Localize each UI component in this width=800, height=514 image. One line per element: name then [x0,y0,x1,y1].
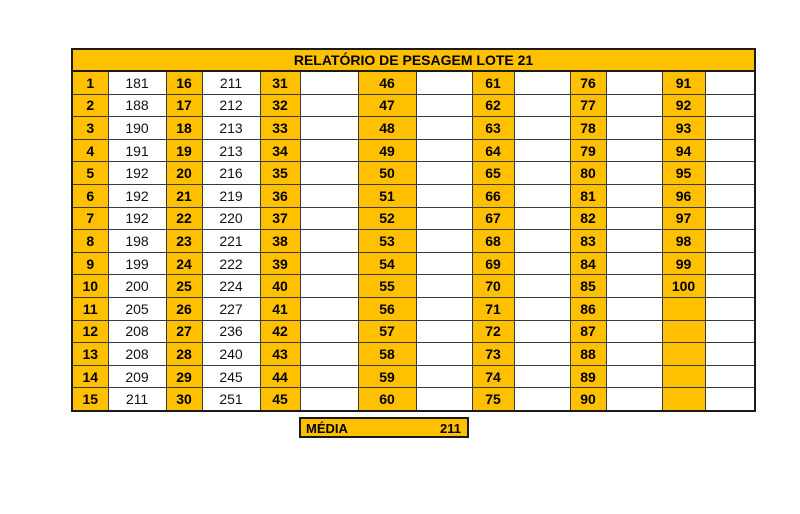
weight-cell[interactable] [606,343,662,366]
weight-cell[interactable] [300,320,358,343]
weight-cell[interactable] [606,320,662,343]
animal-number-cell: 36 [260,184,300,207]
animal-number-cell: 26 [166,297,202,320]
weight-cell[interactable] [300,71,358,94]
animal-number-cell: 59 [358,365,416,388]
animal-number-cell: 90 [570,388,606,411]
table-row [72,275,755,298]
weight-cell[interactable] [416,320,472,343]
weight-cell[interactable]: 191 [108,139,166,162]
weight-cell[interactable] [416,117,472,140]
animal-number-cell: 68 [472,230,514,253]
animal-number-cell: 91 [662,71,705,94]
animal-number-cell: 98 [662,230,705,253]
weight-cell[interactable] [606,230,662,253]
animal-number-cell: 67 [472,207,514,230]
animal-number-cell: 58 [358,343,416,366]
animal-number-cell: 99 [662,252,705,275]
animal-number-cell: 66 [472,184,514,207]
animal-number-cell: 87 [570,320,606,343]
animal-number-cell: 86 [570,297,606,320]
weight-cell[interactable]: 216 [202,162,260,185]
weight-cell[interactable] [514,388,570,411]
animal-number-cell: 12 [72,320,108,343]
animal-number-cell: 56 [358,297,416,320]
table-row [72,162,755,185]
animal-number-cell: 43 [260,343,300,366]
animal-number-cell: 2 [72,94,108,117]
animal-number-cell: 4 [72,139,108,162]
weight-cell[interactable]: 199 [108,252,166,275]
animal-number-cell: 35 [260,162,300,185]
weight-cell[interactable]: 211 [202,71,260,94]
animal-number-cell: 51 [358,184,416,207]
weight-cell[interactable]: 212 [202,94,260,117]
animal-number-cell: 37 [260,207,300,230]
weight-cell[interactable]: 188 [108,94,166,117]
animal-number-cell: 77 [570,94,606,117]
animal-number-cell: 16 [166,71,202,94]
weight-cell[interactable] [705,320,755,343]
weight-cell[interactable] [416,388,472,411]
animal-number-cell: 83 [570,230,606,253]
empty-number-cell [662,365,705,388]
animal-number-cell: 54 [358,252,416,275]
weight-cell[interactable]: 245 [202,365,260,388]
weight-cell[interactable] [705,184,755,207]
weight-cell[interactable]: 227 [202,297,260,320]
animal-number-cell: 32 [260,94,300,117]
report-title: RELATÓRIO DE PESAGEM LOTE 21 [72,49,755,71]
table-row [72,207,755,230]
weight-cell[interactable] [514,162,570,185]
weight-cell[interactable] [514,365,570,388]
animal-number-cell: 88 [570,343,606,366]
animal-number-cell: 84 [570,252,606,275]
weight-cell[interactable] [416,162,472,185]
animal-number-cell: 10 [72,275,108,298]
animal-number-cell: 93 [662,117,705,140]
weight-cell[interactable]: 192 [108,162,166,185]
average-value: 211 [440,421,461,436]
animal-number-cell: 100 [662,275,705,298]
weight-cell[interactable] [416,297,472,320]
weight-cell[interactable]: 198 [108,230,166,253]
weight-cell[interactable] [705,71,755,94]
weight-cell[interactable]: 224 [202,275,260,298]
table-row [72,139,755,162]
animal-number-cell: 18 [166,117,202,140]
weight-cell[interactable] [416,252,472,275]
animal-number-cell: 28 [166,343,202,366]
weight-cell[interactable]: 213 [202,117,260,140]
animal-number-cell: 52 [358,207,416,230]
animal-number-cell: 70 [472,275,514,298]
weight-cell[interactable] [300,184,358,207]
weight-cell[interactable] [606,275,662,298]
weight-cell[interactable] [300,162,358,185]
weight-cell[interactable]: 236 [202,320,260,343]
animal-number-cell: 97 [662,207,705,230]
weight-cell[interactable] [300,139,358,162]
weight-cell[interactable] [606,117,662,140]
table-row [72,230,755,253]
animal-number-cell: 13 [72,343,108,366]
empty-number-cell [662,388,705,411]
weight-cell[interactable] [514,252,570,275]
table-row [72,117,755,140]
weight-cell[interactable]: 213 [202,139,260,162]
weight-cell[interactable]: 222 [202,252,260,275]
weight-cell[interactable] [416,275,472,298]
weight-cell[interactable]: 200 [108,275,166,298]
animal-number-cell: 8 [72,230,108,253]
table-row [72,71,755,94]
animal-number-cell: 20 [166,162,202,185]
animal-number-cell: 29 [166,365,202,388]
weight-cell[interactable] [606,388,662,411]
weight-cell[interactable]: 205 [108,297,166,320]
animal-number-cell: 79 [570,139,606,162]
animal-number-cell: 49 [358,139,416,162]
weight-cell[interactable]: 209 [108,365,166,388]
animal-number-cell: 57 [358,320,416,343]
animal-number-cell: 62 [472,94,514,117]
animal-number-cell: 72 [472,320,514,343]
animal-number-cell: 63 [472,117,514,140]
weight-cell[interactable] [416,71,472,94]
weight-cell[interactable]: 240 [202,343,260,366]
average-box [299,417,469,438]
weight-cell[interactable] [705,139,755,162]
animal-number-cell: 33 [260,117,300,140]
table-row [72,297,755,320]
animal-number-cell: 19 [166,139,202,162]
animal-number-cell: 80 [570,162,606,185]
weight-cell[interactable] [416,343,472,366]
animal-number-cell: 89 [570,365,606,388]
weight-cell[interactable] [300,252,358,275]
animal-number-cell: 46 [358,71,416,94]
animal-number-cell: 61 [472,71,514,94]
weight-cell[interactable] [416,139,472,162]
empty-number-cell [662,320,705,343]
table-row [72,252,755,275]
weight-cell[interactable]: 192 [108,207,166,230]
weight-cell[interactable] [705,297,755,320]
weight-cell[interactable] [606,184,662,207]
animal-number-cell: 69 [472,252,514,275]
animal-number-cell: 3 [72,117,108,140]
animal-number-cell: 95 [662,162,705,185]
animal-number-cell: 30 [166,388,202,411]
weight-cell[interactable] [705,162,755,185]
animal-number-cell: 21 [166,184,202,207]
weight-cell[interactable] [705,207,755,230]
weight-cell[interactable] [300,230,358,253]
animal-number-cell: 45 [260,388,300,411]
table-row [72,184,755,207]
weight-cell[interactable] [606,162,662,185]
empty-number-cell [662,297,705,320]
table-row [72,343,755,366]
weight-cell[interactable]: 219 [202,184,260,207]
weight-cell[interactable]: 208 [108,320,166,343]
average-label: MÉDIA [306,421,348,436]
animal-number-cell: 5 [72,162,108,185]
weight-cell[interactable]: 211 [108,388,166,411]
weight-cell[interactable] [416,365,472,388]
animal-number-cell: 25 [166,275,202,298]
weight-cell[interactable] [606,365,662,388]
animal-number-cell: 41 [260,297,300,320]
animal-number-cell: 24 [166,252,202,275]
weight-cell[interactable]: 220 [202,207,260,230]
weight-cell[interactable] [606,94,662,117]
animal-number-cell: 81 [570,184,606,207]
animal-number-cell: 14 [72,365,108,388]
weight-cell[interactable] [300,94,358,117]
animal-number-cell: 11 [72,297,108,320]
animal-number-cell: 39 [260,252,300,275]
animal-number-cell: 17 [166,94,202,117]
weight-cell[interactable] [705,275,755,298]
weight-cell[interactable] [416,94,472,117]
weight-cell[interactable] [606,252,662,275]
weight-cell[interactable] [705,252,755,275]
weight-cell[interactable]: 251 [202,388,260,411]
table-row [72,94,755,117]
animal-number-cell: 1 [72,71,108,94]
animal-number-cell: 42 [260,320,300,343]
weight-cell[interactable] [300,207,358,230]
weight-cell[interactable] [606,297,662,320]
weight-cell[interactable] [514,207,570,230]
weight-cell[interactable] [300,365,358,388]
animal-number-cell: 44 [260,365,300,388]
animal-number-cell: 7 [72,207,108,230]
animal-number-cell: 73 [472,343,514,366]
weight-cell[interactable] [514,275,570,298]
table-row [72,365,755,388]
animal-number-cell: 22 [166,207,202,230]
animal-number-cell: 31 [260,71,300,94]
animal-number-cell: 34 [260,139,300,162]
weight-cell[interactable]: 208 [108,343,166,366]
weight-cell[interactable] [300,297,358,320]
weight-cell[interactable] [300,117,358,140]
weighing-report [71,48,754,412]
weight-cell[interactable] [514,71,570,94]
weight-cell[interactable] [705,230,755,253]
animal-number-cell: 92 [662,94,705,117]
weight-cell[interactable] [514,297,570,320]
table-row [72,388,755,411]
animal-number-cell: 55 [358,275,416,298]
animal-number-cell: 94 [662,139,705,162]
animal-number-cell: 60 [358,388,416,411]
weight-cell[interactable] [514,117,570,140]
weight-cell[interactable] [416,184,472,207]
animal-number-cell: 38 [260,230,300,253]
weight-cell[interactable] [606,207,662,230]
weight-cell[interactable]: 190 [108,117,166,140]
weight-cell[interactable] [300,343,358,366]
animal-number-cell: 64 [472,139,514,162]
animal-number-cell: 53 [358,230,416,253]
animal-number-cell: 96 [662,184,705,207]
weight-cell[interactable] [300,275,358,298]
weight-cell[interactable] [514,94,570,117]
weight-cell[interactable] [705,388,755,411]
weight-cell[interactable] [416,207,472,230]
animal-number-cell: 74 [472,365,514,388]
animal-number-cell: 50 [358,162,416,185]
animal-number-cell: 6 [72,184,108,207]
weight-cell[interactable] [514,139,570,162]
animal-number-cell: 71 [472,297,514,320]
animal-number-cell: 23 [166,230,202,253]
animal-number-cell: 47 [358,94,416,117]
weight-cell[interactable] [514,230,570,253]
animal-number-cell: 85 [570,275,606,298]
animal-number-cell: 27 [166,320,202,343]
animal-number-cell: 65 [472,162,514,185]
animal-number-cell: 76 [570,71,606,94]
empty-number-cell [662,343,705,366]
weight-cell[interactable] [606,139,662,162]
weight-cell[interactable] [514,320,570,343]
animal-number-cell: 75 [472,388,514,411]
animal-number-cell: 15 [72,388,108,411]
weight-cell[interactable] [705,117,755,140]
weight-cell[interactable] [705,343,755,366]
weight-cell[interactable] [300,388,358,411]
weight-cell[interactable]: 192 [108,184,166,207]
animal-number-cell: 9 [72,252,108,275]
weight-cell[interactable] [606,71,662,94]
weight-cell[interactable]: 181 [108,71,166,94]
weight-cell[interactable] [514,184,570,207]
table-row [72,320,755,343]
weight-cell[interactable] [514,343,570,366]
animal-number-cell: 82 [570,207,606,230]
animal-number-cell: 78 [570,117,606,140]
weighing-table [71,48,756,412]
animal-number-cell: 40 [260,275,300,298]
weight-cell[interactable] [416,230,472,253]
animal-number-cell: 48 [358,117,416,140]
weight-cell[interactable]: 221 [202,230,260,253]
weight-cell[interactable] [705,94,755,117]
weight-cell[interactable] [705,365,755,388]
